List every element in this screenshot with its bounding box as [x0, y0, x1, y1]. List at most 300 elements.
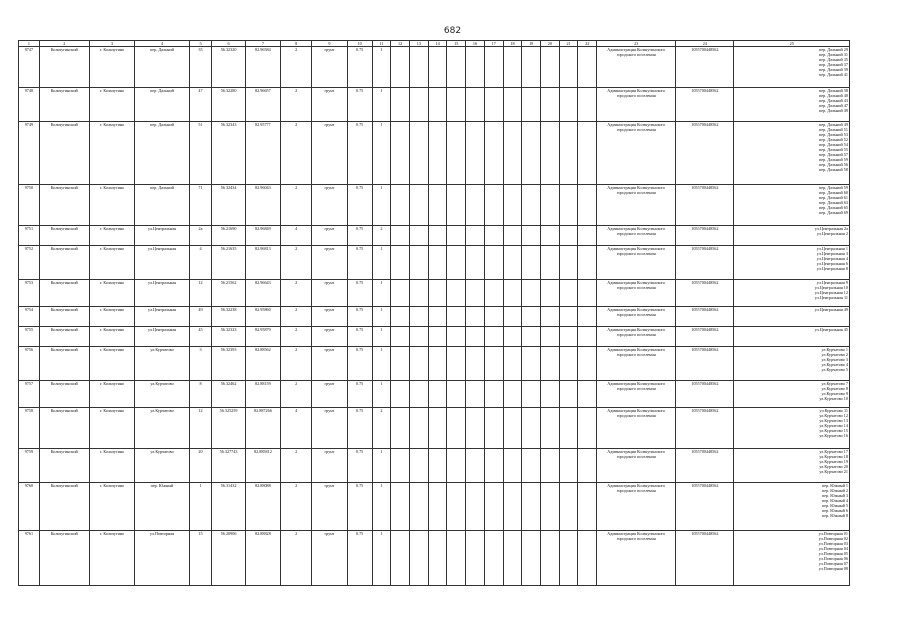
- row-number: 9755: [19, 327, 40, 347]
- empty-cell: [466, 88, 485, 122]
- ogrn-cell: 1055700448562: [676, 347, 734, 381]
- empty-cell: [428, 47, 447, 88]
- house-cell: 71: [189, 185, 212, 226]
- empty-cell: [466, 122, 485, 185]
- address-line: ул.Курчатово 2: [821, 352, 848, 357]
- empty-cell: [559, 88, 578, 122]
- served-addresses-cell: [734, 327, 850, 347]
- empty-cell: [503, 449, 522, 483]
- containers-cell: 1: [372, 88, 391, 122]
- house-cell: 20: [189, 449, 212, 483]
- count-cell: 2: [281, 307, 312, 327]
- address-line: пер. Дальний 47: [819, 103, 848, 108]
- empty-cell: [559, 327, 578, 347]
- table-row: [19, 327, 850, 347]
- empty-cell: [391, 307, 410, 327]
- city-cell: г. Кольчугино: [89, 408, 135, 449]
- empty-cell: [466, 347, 485, 381]
- address-line: ул.Повторная 06: [818, 556, 848, 561]
- address-line: ул.Курчатово 14: [819, 423, 848, 428]
- served-addresses-cell: [734, 347, 850, 381]
- empty-cell: [391, 483, 410, 531]
- address-line: пер. Дальний 60: [819, 190, 848, 195]
- empty-cell: [447, 122, 466, 185]
- ogrn-cell: 1055700448562: [676, 381, 734, 408]
- house-cell: 15: [189, 531, 212, 586]
- count-cell: 2: [281, 449, 312, 483]
- district-cell: Кольчугинский: [39, 280, 89, 307]
- empty-cell: [541, 347, 560, 381]
- column-number: 20: [541, 41, 560, 47]
- volume-cell: 0.75: [347, 280, 372, 307]
- house-cell: 12: [189, 280, 212, 307]
- empty-cell: [522, 185, 541, 226]
- latitude-cell: 56.32462: [212, 381, 245, 408]
- column-number: 22: [578, 41, 597, 47]
- empty-cell: [447, 449, 466, 483]
- volume-cell: 0.75: [347, 327, 372, 347]
- empty-cell: [391, 246, 410, 280]
- city-cell: г. Кольчугино: [89, 531, 135, 586]
- empty-cell: [410, 246, 429, 280]
- column-number: 11: [372, 41, 391, 47]
- count-cell: 2: [281, 531, 312, 586]
- address-line: ул.Центральная 3: [816, 251, 848, 256]
- count-cell: 4: [281, 408, 312, 449]
- organization-cell: Администрация Кольчугинского городского поселения: [597, 47, 676, 88]
- address-line: ул.Повторная 02: [818, 536, 848, 541]
- empty-cell: [541, 226, 560, 246]
- empty-cell: [541, 531, 560, 586]
- empty-cell: [484, 408, 503, 449]
- empty-cell: [410, 88, 429, 122]
- address-line: ул.Центральная 49: [814, 307, 848, 312]
- column-number: 23: [597, 41, 676, 47]
- count-cell: 2: [281, 246, 312, 280]
- address-line: пер. Дальний 52: [819, 137, 848, 142]
- longitude-cell: 82.88159: [245, 381, 280, 408]
- street-cell: пер. Южный: [135, 483, 189, 531]
- house-cell: 51: [189, 122, 212, 185]
- street-cell: ул.Центральная: [135, 246, 189, 280]
- street-cell: ул.Центральная: [135, 280, 189, 307]
- containers-cell: 1: [372, 531, 391, 586]
- row-number: 9749: [19, 122, 40, 185]
- volume-cell: 0.75: [347, 531, 372, 586]
- district-cell: Кольчугинский: [39, 226, 89, 246]
- empty-cell: [503, 226, 522, 246]
- empty-cell: [410, 408, 429, 449]
- containers-cell: 2: [372, 408, 391, 449]
- surface-cell: грунт: [312, 483, 347, 531]
- surface-cell: грунт: [312, 408, 347, 449]
- empty-cell: [559, 347, 578, 381]
- empty-cell: [578, 307, 597, 327]
- surface-cell: грунт: [312, 347, 347, 381]
- empty-cell: [522, 408, 541, 449]
- empty-cell: [428, 531, 447, 586]
- empty-cell: [522, 381, 541, 408]
- empty-cell: [391, 449, 410, 483]
- district-cell: Кольчугинский: [39, 531, 89, 586]
- empty-cell: [522, 307, 541, 327]
- address-line: ул.Курчатово 7: [821, 381, 848, 386]
- empty-cell: [559, 483, 578, 531]
- address-line: ул.Курчатово 1: [821, 347, 848, 352]
- table-row: [19, 185, 850, 226]
- empty-cell: [484, 185, 503, 226]
- empty-cell: [503, 347, 522, 381]
- latitude-cell: 56.327743: [212, 449, 245, 483]
- latitude-cell: 56.325259: [212, 408, 245, 449]
- city-cell: г. Кольчугино: [89, 185, 135, 226]
- volume-cell: 0.75: [347, 449, 372, 483]
- count-cell: 2: [281, 381, 312, 408]
- house-cell: 49: [189, 307, 212, 327]
- empty-cell: [541, 246, 560, 280]
- surface-cell: грунт: [312, 307, 347, 327]
- empty-cell: [447, 185, 466, 226]
- empty-cell: [578, 280, 597, 307]
- empty-cell: [466, 280, 485, 307]
- address-line: ул.Курчатово 4: [821, 362, 848, 367]
- organization-cell: Администрация Кольчугинского городского поселения: [597, 226, 676, 246]
- longitude-cell: 82.96043: [245, 185, 280, 226]
- column-number: 17: [484, 41, 503, 47]
- address-line: ул.Курчатово 3: [821, 357, 848, 362]
- row-number: 9751: [19, 226, 40, 246]
- latitude-cell: 56.32393: [212, 347, 245, 381]
- empty-cell: [503, 280, 522, 307]
- empty-cell: [503, 246, 522, 280]
- empty-cell: [447, 307, 466, 327]
- empty-cell: [391, 408, 410, 449]
- empty-cell: [578, 381, 597, 408]
- empty-cell: [541, 88, 560, 122]
- empty-cell: [466, 483, 485, 531]
- ogrn-cell: 1055700448562: [676, 88, 734, 122]
- containers-cell: 1: [372, 483, 391, 531]
- empty-cell: [578, 185, 597, 226]
- address-line: ул.Повторная 08: [818, 566, 848, 571]
- volume-cell: 0.75: [347, 408, 372, 449]
- ogrn-cell: 1055700448562: [676, 226, 734, 246]
- empty-cell: [447, 246, 466, 280]
- address-line: пер. Дальний 49: [819, 122, 848, 127]
- longitude-cell: 82.96643: [245, 280, 280, 307]
- empty-cell: [484, 381, 503, 408]
- empty-cell: [391, 88, 410, 122]
- column-number: 19: [522, 41, 541, 47]
- address-line: ул.Центральная 10: [814, 285, 848, 290]
- row-number: 9754: [19, 307, 40, 327]
- longitude-cell: 82.95777: [245, 122, 280, 185]
- table-row: [19, 381, 850, 408]
- empty-cell: [503, 88, 522, 122]
- ogrn-cell: 1055700448562: [676, 307, 734, 327]
- row-number: 9760: [19, 483, 40, 531]
- served-addresses-cell: [734, 226, 850, 246]
- volume-cell: 0.75: [347, 307, 372, 327]
- address-line: пер. Дальний 29: [819, 47, 848, 52]
- street-cell: пер. Дальний: [135, 185, 189, 226]
- surface-cell: грунт: [312, 327, 347, 347]
- containers-cell: 1: [372, 47, 391, 88]
- empty-cell: [503, 408, 522, 449]
- longitude-cell: 82.887266: [245, 408, 280, 449]
- house-cell: 12: [189, 408, 212, 449]
- empty-cell: [466, 226, 485, 246]
- organization-cell: Администрация Кольчугинского городского поселения: [597, 246, 676, 280]
- district-cell: Кольчугинский: [39, 483, 89, 531]
- district-cell: Кольчугинский: [39, 408, 89, 449]
- empty-cell: [559, 47, 578, 88]
- column-number: 10: [347, 41, 372, 47]
- latitude-cell: 56.32238: [212, 307, 245, 327]
- served-addresses-cell: [734, 449, 850, 483]
- column-number: 21: [559, 41, 578, 47]
- empty-cell: [541, 483, 560, 531]
- address-line: пер. Дальний 39: [819, 67, 848, 72]
- address-line: ул.Центральная 2: [816, 231, 848, 236]
- ogrn-cell: 1055700448562: [676, 280, 734, 307]
- count-cell: 2: [281, 280, 312, 307]
- district-cell: Кольчугинский: [39, 185, 89, 226]
- street-cell: ул.Курчатово: [135, 347, 189, 381]
- address-line: ул.Центральная 2а: [814, 226, 848, 231]
- column-number: 12: [391, 41, 410, 47]
- empty-cell: [410, 483, 429, 531]
- district-cell: Кольчугинский: [39, 122, 89, 185]
- address-line: ул.Курчатово 18: [819, 454, 848, 459]
- address-line: пер. Дальний 63: [819, 200, 848, 205]
- address-line: ул.Повторная 05: [818, 551, 848, 556]
- surface-cell: грунт: [312, 246, 347, 280]
- district-cell: Кольчугинский: [39, 381, 89, 408]
- empty-cell: [428, 122, 447, 185]
- street-cell: ул.Центральная: [135, 327, 189, 347]
- latitude-cell: 56.21635: [212, 246, 245, 280]
- empty-cell: [522, 347, 541, 381]
- house-cell: 4: [189, 246, 212, 280]
- organization-cell: Администрация Кольчугинского городского поселения: [597, 88, 676, 122]
- empty-cell: [484, 531, 503, 586]
- latitude-cell: 56.32323: [212, 327, 245, 347]
- address-line: пер. Южный 8: [822, 513, 848, 518]
- empty-cell: [428, 381, 447, 408]
- address-line: ул.Центральная 12: [814, 290, 848, 295]
- column-number: 13: [410, 41, 429, 47]
- surface-cell: грунт: [312, 185, 347, 226]
- row-number: 9761: [19, 531, 40, 586]
- column-number: 3: [89, 41, 135, 47]
- empty-cell: [484, 88, 503, 122]
- empty-cell: [541, 449, 560, 483]
- empty-cell: [428, 347, 447, 381]
- row-number: 9759: [19, 449, 40, 483]
- empty-cell: [541, 408, 560, 449]
- address-line: ул.Курчатово 10: [819, 396, 848, 401]
- address-line: пер. Дальний 59: [819, 157, 848, 162]
- empty-cell: [447, 483, 466, 531]
- volume-cell: 0.75: [347, 246, 372, 280]
- empty-cell: [484, 122, 503, 185]
- empty-cell: [578, 88, 597, 122]
- empty-cell: [484, 47, 503, 88]
- address-line: пер. Дальний 54: [819, 142, 848, 147]
- row-number: 9756: [19, 347, 40, 381]
- empty-cell: [447, 347, 466, 381]
- address-line: ул.Курчатово 5: [821, 367, 848, 372]
- served-addresses-cell: [734, 88, 850, 122]
- city-cell: г. Кольчугино: [89, 307, 135, 327]
- address-line: ул.Центральная 11: [814, 295, 848, 300]
- street-cell: пер. Дальний: [135, 122, 189, 185]
- ogrn-cell: 1055700448562: [676, 531, 734, 586]
- longitude-cell: 82.96813: [245, 246, 280, 280]
- city-cell: г. Кольчугино: [89, 226, 135, 246]
- latitude-cell: 56.32320: [212, 47, 245, 88]
- city-cell: г. Кольчугино: [89, 122, 135, 185]
- row-number: 9757: [19, 381, 40, 408]
- organization-cell: Администрация Кольчугинского городского поселения: [597, 280, 676, 307]
- empty-cell: [578, 483, 597, 531]
- empty-cell: [391, 280, 410, 307]
- table-row: [19, 47, 850, 88]
- containers-cell: 2: [372, 226, 391, 246]
- address-line: ул.Повторная 01: [818, 531, 848, 536]
- volume-cell: 0.75: [347, 47, 372, 88]
- longitude-cell: 82.95879: [245, 327, 280, 347]
- count-cell: 2: [281, 483, 312, 531]
- organization-cell: Администрация Кольчугинского городского поселения: [597, 408, 676, 449]
- address-line: пер. Дальний 49: [819, 108, 848, 113]
- served-addresses-cell: [734, 531, 850, 586]
- empty-cell: [428, 327, 447, 347]
- longitude-cell: 82.96849: [245, 226, 280, 246]
- empty-cell: [410, 226, 429, 246]
- row-number: 9747: [19, 47, 40, 88]
- served-addresses-cell: [734, 381, 850, 408]
- empty-cell: [410, 280, 429, 307]
- address-line: ул.Центральная 45: [814, 327, 848, 332]
- address-line: пер. Дальний 43: [819, 98, 848, 103]
- page-number: 682: [443, 26, 462, 36]
- ogrn-cell: 1055700448562: [676, 408, 734, 449]
- containers-cell: 1: [372, 381, 391, 408]
- empty-cell: [447, 531, 466, 586]
- address-line: ул.Курчатово 8: [821, 386, 848, 391]
- ogrn-cell: 1055700448562: [676, 122, 734, 185]
- house-cell: 1: [189, 483, 212, 531]
- empty-cell: [559, 408, 578, 449]
- containers-cell: 1: [372, 347, 391, 381]
- count-cell: 2: [281, 47, 312, 88]
- empty-cell: [541, 307, 560, 327]
- district-cell: Кольчугинский: [39, 47, 89, 88]
- street-cell: ул.Повторная: [135, 531, 189, 586]
- empty-cell: [522, 483, 541, 531]
- column-number: 5: [189, 41, 212, 47]
- containers-cell: 1: [372, 246, 391, 280]
- volume-cell: 0.75: [347, 483, 372, 531]
- column-number: 15: [447, 41, 466, 47]
- address-line: ул.Курчатово 16: [819, 433, 848, 438]
- volume-cell: 0.75: [347, 185, 372, 226]
- address-line: пер. Дальний 57: [819, 152, 848, 157]
- empty-cell: [410, 122, 429, 185]
- empty-cell: [428, 88, 447, 122]
- surface-cell: грунт: [312, 381, 347, 408]
- longitude-cell: 82.88088: [245, 483, 280, 531]
- empty-cell: [522, 246, 541, 280]
- address-line: пер. Южный 2: [822, 488, 848, 493]
- table-row: [19, 483, 850, 531]
- address-line: пер. Дальний 65: [819, 205, 848, 210]
- empty-cell: [578, 449, 597, 483]
- empty-cell: [559, 185, 578, 226]
- served-addresses-cell: [734, 280, 850, 307]
- address-line: ул.Курчатово 17: [819, 449, 848, 454]
- column-number: 24: [676, 41, 734, 47]
- empty-cell: [578, 226, 597, 246]
- table-row: [19, 226, 850, 246]
- district-cell: Кольчугинский: [39, 449, 89, 483]
- empty-cell: [447, 280, 466, 307]
- empty-cell: [522, 531, 541, 586]
- column-number: 7: [245, 41, 280, 47]
- empty-cell: [578, 327, 597, 347]
- city-cell: г. Кольчугино: [89, 47, 135, 88]
- longitude-cell: 82.96584: [245, 47, 280, 88]
- empty-cell: [410, 449, 429, 483]
- empty-cell: [466, 47, 485, 88]
- empty-cell: [447, 408, 466, 449]
- empty-cell: [391, 185, 410, 226]
- house-cell: 45: [189, 327, 212, 347]
- empty-cell: [541, 185, 560, 226]
- empty-cell: [484, 449, 503, 483]
- table-row: [19, 347, 850, 381]
- address-line: пер. Дальний 38: [819, 88, 848, 93]
- empty-cell: [484, 307, 503, 327]
- empty-cell: [410, 307, 429, 327]
- organization-cell: Администрация Кольчугинского городского поселения: [597, 449, 676, 483]
- empty-cell: [466, 449, 485, 483]
- latitude-cell: 56.21690: [212, 226, 245, 246]
- surface-cell: грунт: [312, 280, 347, 307]
- table-row: [19, 122, 850, 185]
- address-line: ул.Центральная 4: [816, 256, 848, 261]
- empty-cell: [559, 531, 578, 586]
- empty-cell: [466, 307, 485, 327]
- empty-cell: [391, 381, 410, 408]
- street-cell: ул.Центральная: [135, 307, 189, 327]
- address-line: пер. Южный 1: [822, 483, 848, 488]
- address-line: пер. Дальний 53: [819, 132, 848, 137]
- empty-cell: [484, 483, 503, 531]
- organization-cell: Администрация Кольчугинского городского поселения: [597, 381, 676, 408]
- empty-cell: [484, 246, 503, 280]
- latitude-cell: 56.32343: [212, 122, 245, 185]
- address-line: пер. Дальний 69: [819, 210, 848, 215]
- surface-cell: грунт: [312, 531, 347, 586]
- empty-cell: [410, 47, 429, 88]
- address-line: ул.Центральная 6: [816, 261, 848, 266]
- latitude-cell: 56.21562: [212, 280, 245, 307]
- city-cell: г. Кольчугино: [89, 246, 135, 280]
- row-number: 9753: [19, 280, 40, 307]
